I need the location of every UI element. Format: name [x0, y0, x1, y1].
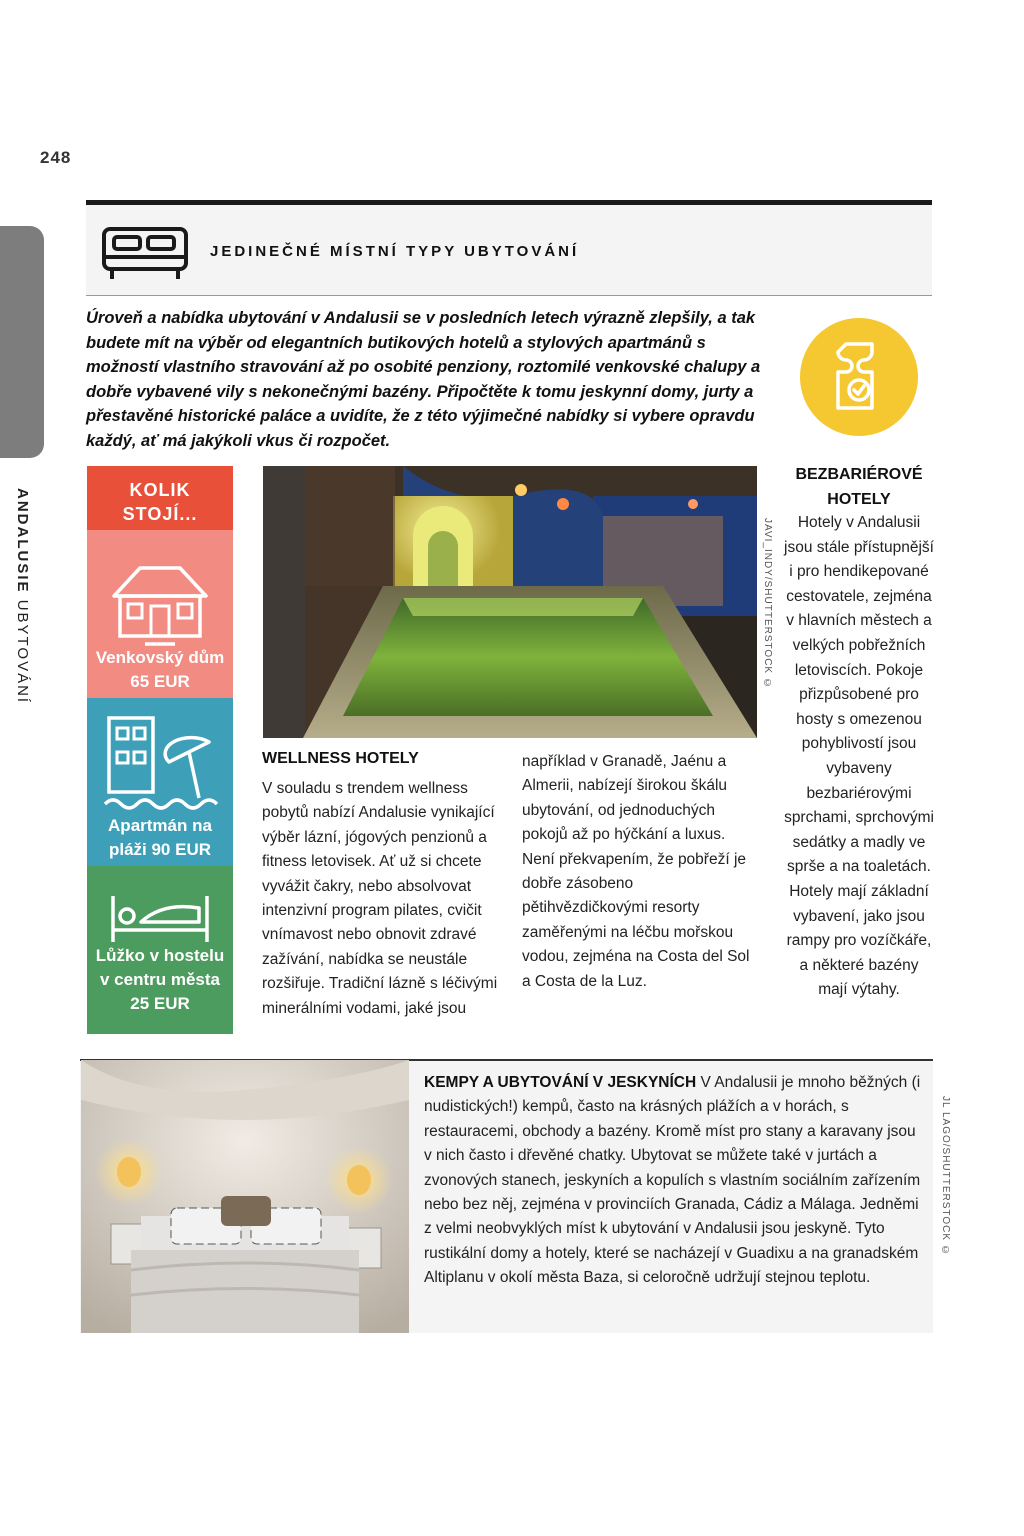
cost-panel	[87, 466, 233, 1034]
cost-item-beach-apartment	[87, 698, 233, 866]
cost-item-price: pláži 90 EUR	[108, 840, 212, 859]
chapter-label-bold: ANDALUSIE	[14, 488, 31, 594]
barrier-free-text: Hotely v Andalusii jsou stále přístupnější i pro hendikepované cestovatele, zejména v hlavních městech a velkých pobřežních letoviscích. Pokoje přizpůsobené pro hosty s omezenou pohyblivostí jsou vybaveny bezbariérovými sprchami, sprchovými sedátky a madly ve sprše a na toaletách. Hotely mají základní vybavení, jako jsou rampy pro vozíčkáře, a některé bazény mají výtahy.	[784, 514, 934, 999]
cost-item-price: 25 EUR	[130, 994, 190, 1013]
cost-heading	[87, 466, 233, 530]
wellness-text-col1: V souladu s trendem wellness pobytů nabízí Andalusie vynikající výběr lázní, jógových penzionů a fitness letovisek. Ať už si chcete vyvážit čakry, nebo absolvovat intenzivní program pilates, cvičit vnímavost nebo obnovit zdravé zažívání, nabídka se neustále rozšiřuje. Tradiční lázně s léčivými minerálními vodami, jaké jsou	[262, 780, 498, 1017]
camping-text	[424, 1071, 924, 1291]
chapter-label-rest: UBYTOVÁNÍ	[14, 599, 31, 705]
intro-paragraph: Úroveň a nabídka ubytování v Andalusii se v posledních letech výrazně zlepšily, a tak budete mít na výběr od elegantních butikových hotelů a stylových apartmánů s možností vlastního stravování až po osobité penziony, roztomilé venkovské chalupy a dobře vybavené vily s nekonečnými bazény. Připočtěte k tomu jeskynní domy, jurty a přestavěné historické paláce a uvidíte, že z této výjimečné nabídky si vybere opravdu každý, ať má jakýkoli vkus či rozpočet.	[86, 309, 761, 450]
cost-heading-line1: KOLIK	[129, 480, 191, 500]
wellness-pool-photo	[263, 466, 757, 738]
bed-icon	[87, 892, 233, 952]
beach-apartment-icon	[87, 712, 233, 822]
section-header	[86, 200, 932, 296]
door-hanger-check-icon	[800, 318, 918, 436]
chapter-label	[14, 488, 31, 704]
cost-item-hostel-bed	[87, 866, 233, 1034]
house-icon	[87, 544, 233, 654]
photo-credit: JAVI_INDY/SHUTTERSTOCK ©	[762, 518, 773, 690]
cost-heading-line2: STOJÍ...	[122, 504, 198, 524]
cost-item-line2: v centru města	[100, 970, 220, 989]
photo-credit: JL LAGO/SHUTTERSTOCK ©	[940, 1096, 951, 1257]
camping-body: V Andalusii je mnoho běžných (i nudistických!) kempů, často na krásných plážích a v horách, s restauracemi, obchody a bazény. Kromě míst pro stany a karavany jsou v nich často i dřevěné chatky. Ubytovat se můžete také v jurtách a zvonových stanech, jeskyních a kopulích s vlastním sociálním zařízením nebo bez něj, zejména v provinciích Granada, Cádiz a Málaga. Jedněmi z velmi neobvyklých míst k ubytování v Andalusii jsou jeskyně. Tyto rustikální domy a hotely, které se nacházejí v Guadixu a na granadském Altiplanu v okolí města Baza, si celoročně udržují stejnou teplotu.	[424, 1074, 921, 1287]
cost-item-label	[87, 814, 233, 862]
cost-item-line1: Lůžko v hostelu	[95, 946, 225, 965]
cost-item-price: 65 EUR	[130, 672, 190, 691]
cost-item-label	[87, 944, 233, 1016]
cost-item-line1: Apartmán na	[108, 816, 212, 835]
bed-icon	[100, 223, 190, 285]
cost-item-country-house	[87, 530, 233, 698]
accessibility-badge	[800, 318, 918, 436]
section-title: JEDINEČNÉ MÍSTNÍ TYPY UBYTOVÁNÍ	[210, 243, 580, 260]
chapter-tab	[0, 226, 44, 458]
page-number: 248	[40, 148, 72, 167]
wellness-heading: WELLNESS HOTELY	[262, 750, 419, 767]
camping-heading: KEMPY A UBYTOVÁNÍ V JESKYNÍCH	[424, 1074, 697, 1091]
cost-item-line1: Venkovský dům	[95, 648, 225, 667]
cost-item-label	[87, 646, 233, 694]
wellness-text-col2: například v Granadě, Jaénu a Almerii, nabízejí širokou škálu ubytování, od jednoduchých pokojů až po hýčkání a luxus. Není překvapením, že pobřeží je dobře zásobeno pětihvězdičkovými resorty zaměřenými na léčbu mořskou vodou, zejména na Costa del Sol a Costa de la Luz.	[522, 753, 750, 990]
cave-bedroom-photo	[81, 1060, 409, 1333]
barrier-free-heading: BEZBARIÉROVÉ HOTELY	[795, 466, 923, 508]
